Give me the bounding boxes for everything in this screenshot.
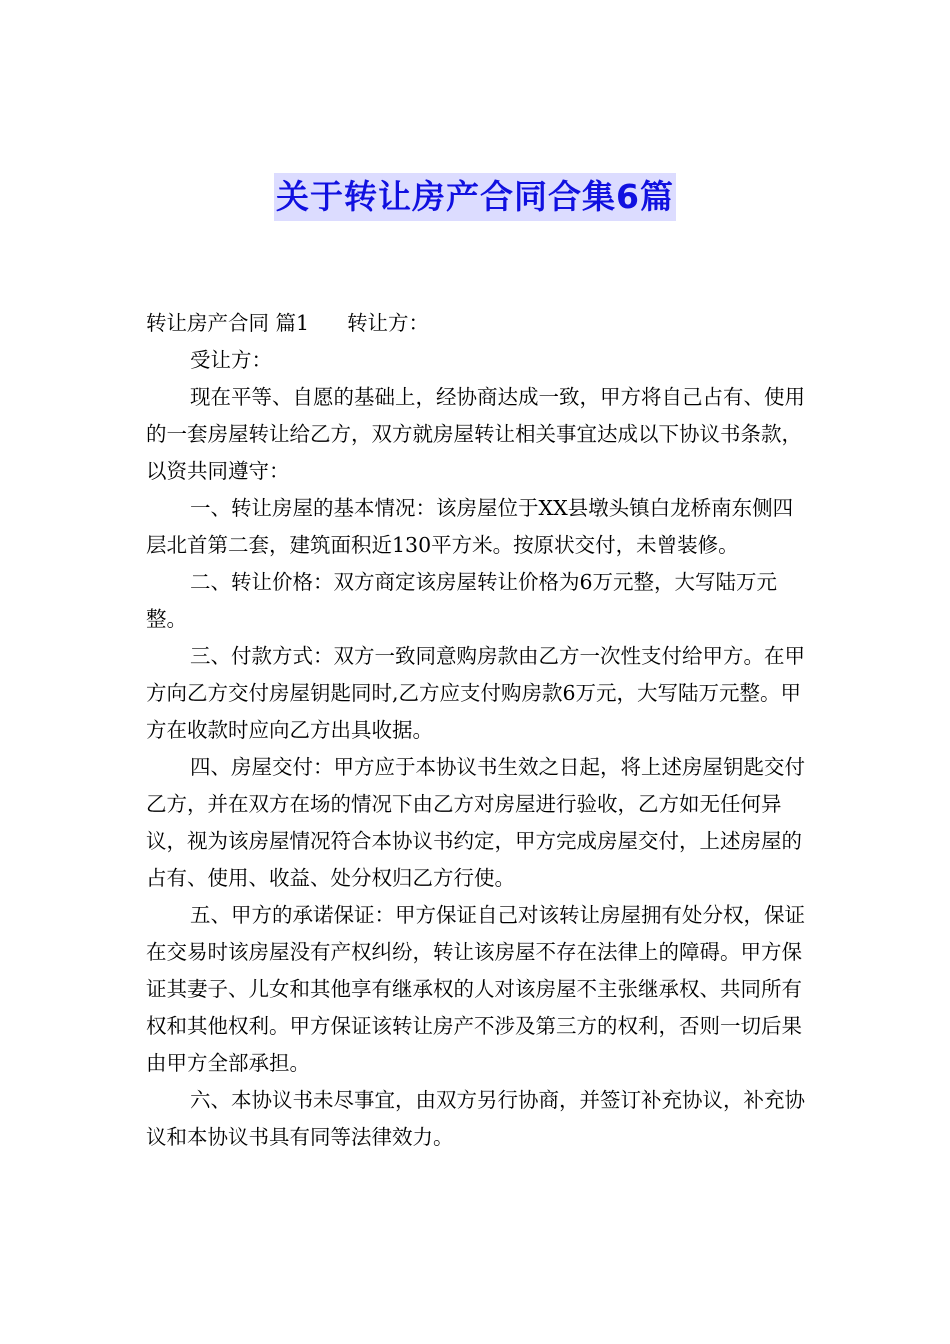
paragraph-intro: 现在平等、自愿的基础上，经协商达成一致，甲方将自己占有、使用的一套房屋转让给乙方，双方就房屋转让相关事宜达成以下协议书条款，以资共同遵守： (146, 385, 805, 483)
paragraph-clause-6: 六、本协议书未尽事宜，由双方另行协商，并签订补充协议，补充协议和本协议书具有同等法律效力。 (146, 1088, 805, 1149)
transferee-label: 受让方： (190, 348, 272, 372)
heading-line (146, 305, 810, 342)
transferor-label: 转让方： (347, 311, 430, 335)
title-container (0, 173, 950, 221)
paragraph-clause-2: 二、转让价格：双方商定该房屋转让价格为6万元整，大写陆万元整。 (146, 570, 778, 631)
paragraph-clause-5: 五、甲方的承诺保证：甲方保证自己对该转让房屋拥有处分权，保证在交易时该房屋没有产权纠纷，转让该房屋不存在法律上的障碍。甲方保证其妻子、儿女和其他享有继承权的人对该房屋不主张继承权、共同所有权和其他权利。甲方保证该转让房产不涉及第三方的权利，否则一切后果由甲方全部承担。 (146, 903, 805, 1075)
paragraph-clause-3: 三、付款方式：双方一致同意购房款由乙方一次性支付给甲方。在甲方向乙方交付房屋钥匙同时,乙方应支付购房款6万元，大写陆万元整。甲方在收款时应向乙方出具收据。 (146, 644, 805, 742)
paragraph-clause-4: 四、房屋交付：甲方应于本协议书生效之日起，将上述房屋钥匙交付乙方，并在双方在场的情况下由乙方对房屋进行验收，乙方如无任何异议，视为该房屋情况符合本协议书约定，甲方完成房屋交付，上述房屋的占有、使用、收益、处分权归乙方行使。 (146, 755, 805, 890)
section-heading: 转让房产合同 篇1 (146, 311, 310, 335)
paragraph-clause-1: 一、转让房屋的基本情况：该房屋位于XX县墩头镇白龙桥南东侧四层北首第二套，建筑面积近130平方米。按原状交付，未曾装修。 (146, 496, 794, 557)
document-title: 关于转让房产合同合集6篇 (274, 173, 676, 221)
document-body (146, 305, 810, 1156)
